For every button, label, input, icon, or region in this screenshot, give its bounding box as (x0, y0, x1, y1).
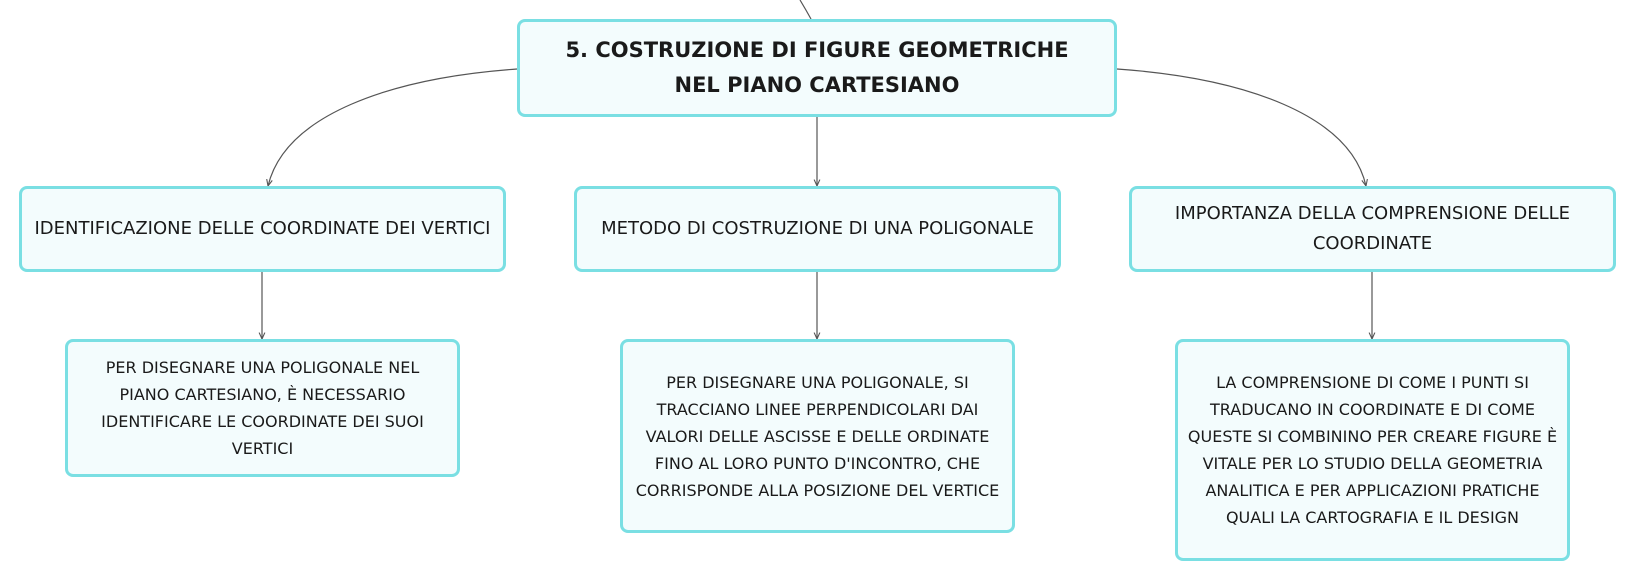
detail-node-coordinate-vertici[interactable] (65, 339, 460, 477)
topic-node-label: METODO DI COSTRUZIONE DI UNA POLIGONALE (601, 218, 1034, 239)
detail-node-text: PER DISEGNARE UNA POLIGONALE NEL PIANO CARTESIANO, È NECESSARIO IDENTIFICARE LE COORDINATE DEI SUOI VERTICI (101, 358, 424, 458)
detail-node-importanza-coordinate[interactable] (1175, 339, 1570, 561)
connector-incoming (800, 0, 811, 19)
connector-root-topic-3 (1117, 69, 1366, 186)
topic-node-metodo-costruzione[interactable] (574, 186, 1061, 272)
root-node-label: 5. COSTRUZIONE DI FIGURE GEOMETRICHE NEL PIANO CARTESIANO (565, 38, 1069, 97)
topic-node-label: IMPORTANZA DELLA COMPRENSIONE DELLE COORDINATE (1174, 203, 1571, 254)
detail-node-metodo-costruzione[interactable] (620, 339, 1015, 533)
root-node[interactable] (517, 19, 1117, 117)
detail-node-text: PER DISEGNARE UNA POLIGONALE, SI TRACCIANO LINEE PERPENDICOLARI DAI VALORI DELLE ASCISSE E DELLE ORDINATE FINO AL LORO PUNTO D'INCONTRO, CHE CORRISPONDE ALLA POSIZIONE DEL VERTICE (635, 372, 1000, 500)
topic-node-importanza-coordinate[interactable] (1129, 186, 1616, 272)
detail-node-text: LA COMPRENSIONE DI COME I PUNTI SI TRADUCANO IN COORDINATE E DI COME QUESTE SI COMBININO PER CREARE FIGURE È VITALE PER LO STUDIO DELLA GEOMETRIA ANALITICA E PER APPLICAZIONI PRATICHE QUALI LA CARTOGRAFIA E IL DESIGN (1187, 373, 1558, 527)
topic-node-label: IDENTIFICAZIONE DELLE COORDINATE DEI VERTICI (34, 218, 491, 239)
connector-root-topic-1 (268, 69, 517, 186)
topic-node-coordinate-vertici[interactable] (19, 186, 506, 272)
